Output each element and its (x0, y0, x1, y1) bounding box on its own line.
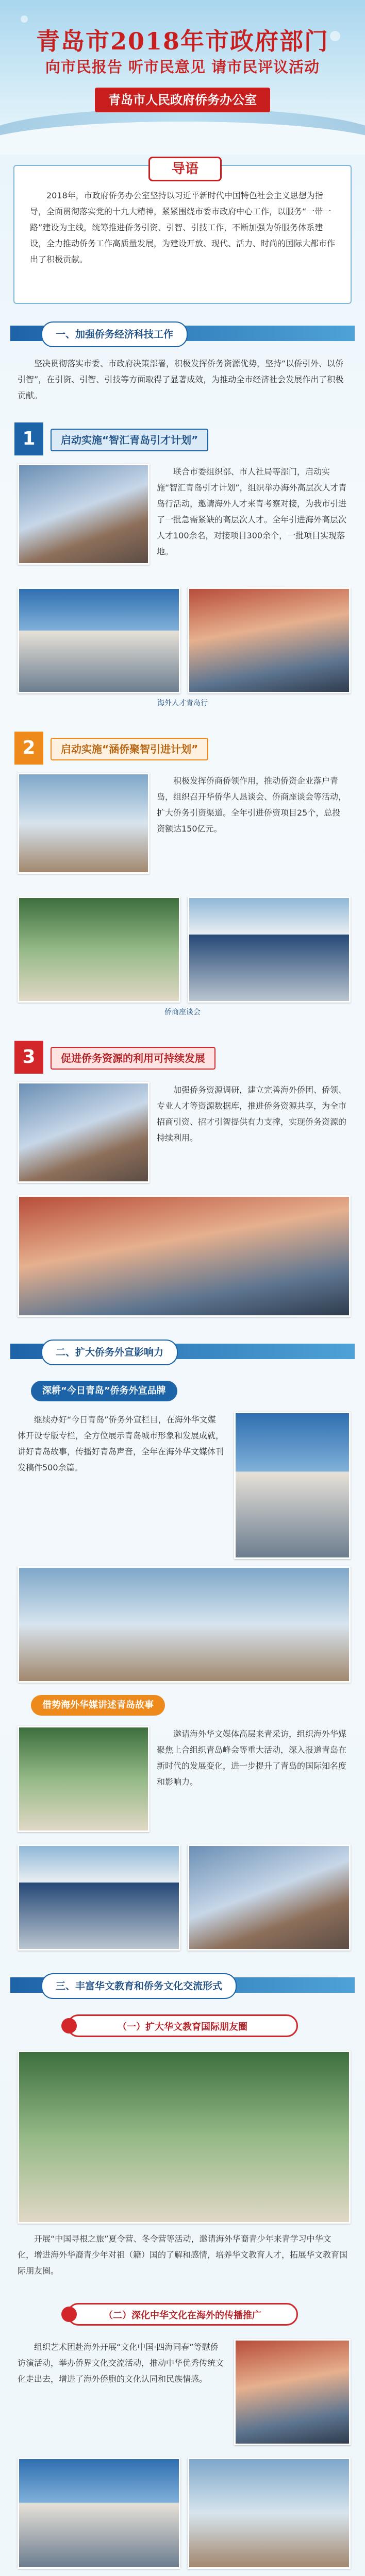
group-photo (18, 2050, 351, 2224)
sub-heading-text: （一）扩大华文教育国际朋友圈 (118, 2022, 247, 2032)
sub-heading-pill: 深耕“今日青岛”侨务外宣品牌 (31, 1381, 177, 1401)
activity-photo (18, 773, 150, 874)
section-3-text-1: 开展“中国寻根之旅”夏令营、冬令营等活动，邀请海外华裔青少年来青学习中华文化，增进海外华裔青少年对祖（籍）国的了解和感情，培养华文教育人才，拓展华文教育国际朋友圈。 (18, 2234, 348, 2276)
item-title: 促进侨务资源的利用可持续发展 (51, 1047, 215, 1070)
photo-caption: 侨商座谈会 (164, 1008, 201, 1016)
section-header-2 (10, 1340, 355, 1363)
item-title: 启动实施“智汇青岛引才计划” (51, 429, 208, 451)
intro-box (13, 161, 352, 304)
section-3-text-2: 组织艺术团赴海外开展“文化中国·四海同春”等慰侨访演活动，举办侨界文化交流活动，推动中华优秀传统文化走出去，增进了海外侨胞的文化认同和民族情感。 (18, 2342, 224, 2384)
bullet-dot (61, 2307, 77, 2322)
activity-photo (234, 2339, 351, 2445)
section-2-text-1: 继续办好“今日青岛”侨务外宣栏目，在海外华文媒体开设专版专栏，全方位展示青岛城市形象和发展成就，讲好青岛故事，传播好青岛声音，全年在海外华文媒体刊发稿件500余篇。 (18, 1415, 224, 1472)
section-title: 一、加强侨务经济科技工作 (41, 321, 188, 347)
item-title: 启动实施“涵侨聚智引进计划” (51, 738, 208, 760)
item-1-text: 联合市委组织部、市人社局等部门，启动实施“智汇青岛引才计划”，组织举办海外高层次人才青岛行活动，邀请海外人才来青考察对接，为我市引进了一批急需紧缺的高层次人才。全年引进海外高层次人才100余名，对接项目300余个，一批项目实现落地。 (157, 467, 347, 556)
activity-photo (18, 1082, 150, 1183)
section-title: 二、扩大侨务外宣影响力 (41, 1340, 178, 1365)
activity-photo (18, 1726, 150, 1832)
item-3-header (14, 1041, 351, 1074)
sub-heading-text: （二）深化中华文化在海外的传播推广 (104, 2310, 261, 2321)
item-number: 3 (14, 1041, 43, 1074)
intro-text: 2018年，市政府侨务办公室坚持以习近平新时代中国特色社会主义思想为指导，全面贯彻落实党的十九大精神，紧紧围绕市委市政府中心工作，以服务“一带一路”建设为主线，统筹推进侨务引资、引智、引技工作，不断加强为侨服务体系建设，全力推动侨务工作高质量发展，为建设开放、现代、活力、时尚的国际大都市作出了积极贡献。 (30, 191, 336, 264)
item-3-text: 加强侨务资源调研，建立完善海外侨团、侨领、专业人才等资源数据库，推进侨务资源共享，为全市招商引资、招才引智提供有力支撑，实现侨务资源的持续利用。 (157, 1085, 347, 1143)
item-2-text: 积极发挥侨商侨领作用，推动侨资企业落户青岛，组织召开华侨华人恳谈会、侨商座谈会等活动，扩大侨务引资渠道。全年引进侨资项目25个，总投资额达150亿元。 (157, 776, 347, 834)
section-header-3 (10, 1973, 355, 1997)
activity-photo (188, 896, 351, 1003)
newspaper-photo (234, 1412, 351, 1559)
activity-photo (188, 587, 351, 693)
intro-badge: 导语 (148, 157, 222, 181)
activity-photo (188, 1844, 351, 1951)
bullet-dot (61, 2018, 77, 2033)
page-subtitle: 向市民报告 听市民意见 请市民评议活动 (45, 58, 320, 76)
decor-dot (21, 15, 28, 23)
item-number: 1 (14, 422, 43, 455)
sub-heading-bar (67, 2014, 298, 2037)
section-title: 三、丰富华文教育和侨务文化交流形式 (41, 1973, 237, 1999)
item-number: 2 (14, 732, 43, 765)
activity-photo (18, 1195, 351, 1317)
item-1-header (14, 422, 351, 455)
activity-photo (18, 2458, 180, 2569)
section-header-1 (10, 321, 355, 345)
sub-heading-bar (67, 2303, 298, 2326)
activity-photo (18, 1566, 351, 1683)
header (0, 0, 365, 155)
activity-photo (188, 2458, 351, 2569)
page-title: 青岛市2018年市政府部门 (36, 27, 329, 55)
activity-photo (18, 896, 180, 1003)
sub-heading-pill: 借势海外华媒讲述青岛故事 (31, 1695, 165, 1716)
section-2-text-2: 邀请海外华文媒体高层来青采访，组织海外华媒聚焦上合组织青岛峰会等重大活动，深入报道青岛在新时代的发展变化，进一步提升了青岛的国际知名度和影响力。 (157, 1729, 347, 1787)
activity-photo (18, 464, 150, 565)
section-1-lead: 坚决贯彻落实市委、市政府决策部署，积极发挥侨务资源优势，坚持“以侨引外、以侨引智”，在引资、引智、引技等方面取得了显著成效，为推动全市经济社会发展作出了积极贡献。 (18, 359, 344, 400)
office-banner: 青岛市人民政府侨务办公室 (95, 88, 270, 112)
activity-photo (18, 1844, 180, 1951)
activity-photo (18, 587, 180, 693)
item-2-header (14, 732, 351, 765)
photo-caption: 海外人才青岛行 (157, 699, 208, 707)
